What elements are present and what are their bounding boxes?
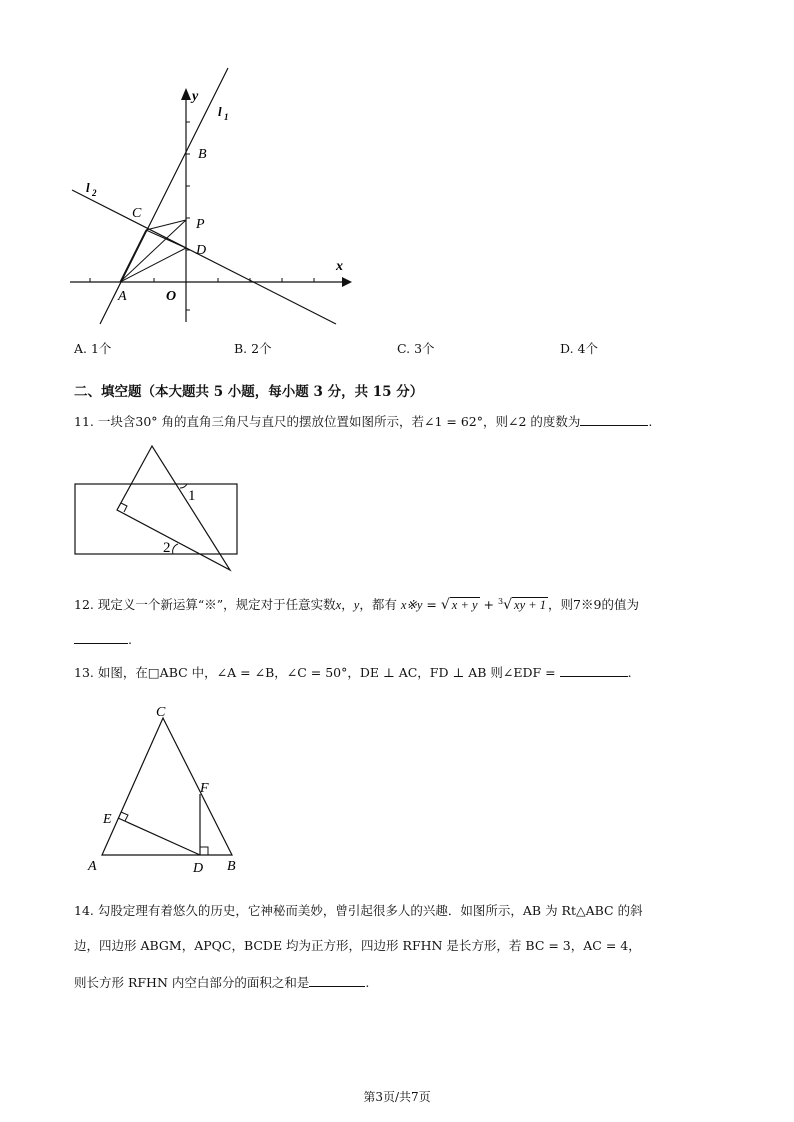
point-F-label: F (200, 781, 209, 796)
answer-blank[interactable] (309, 972, 365, 987)
x-axis-label: x (336, 259, 343, 274)
question-stem-b: ，都有 (359, 597, 397, 613)
sentence-end: . (128, 632, 132, 647)
l1-label: l (218, 104, 222, 119)
sentence-end: . (365, 975, 370, 990)
cube-root-sign: √ (503, 597, 513, 614)
y-axis-arrow (181, 88, 191, 100)
y-axis-label: y (192, 89, 199, 104)
angle-2-label: 2 (163, 540, 171, 556)
option-b[interactable]: B. 2个 (234, 341, 272, 356)
ruler-triangle-figure (70, 440, 250, 575)
option-a[interactable]: A. 1个 (74, 341, 112, 356)
sentence-end: . (627, 665, 632, 680)
sentence-end: . (648, 414, 653, 429)
question-stem: 边，四边形 ABGM，APQC，BCDE 均为正方形，四边形 RFHN 是长方形，若 BC = 3，AC = 4， (74, 938, 641, 953)
l2-subscript: 2 (92, 188, 97, 198)
point-P-label: P (196, 217, 205, 232)
question-12-blank-line (74, 629, 132, 649)
point-D-label: D (193, 861, 204, 876)
plus-sign: + (483, 597, 495, 613)
answer-blank[interactable] (74, 629, 128, 644)
question-number: 11. (74, 414, 94, 429)
formula-lhs: x※y (400, 598, 423, 613)
l1-subscript: 1 (224, 112, 229, 122)
triangle-figure (85, 700, 255, 878)
cube-root-index: 3 (498, 597, 504, 606)
point-E-label: E (103, 812, 112, 827)
question-stem: 一块含30° 角的直角三角尺与直尺的摆放位置如图所示，若∠1 = 62°，则∠2 的度数为 (97, 414, 581, 429)
formula-eq: = (426, 597, 437, 613)
question-11-text (74, 411, 652, 431)
question-stem: 则长方形 RFHN 内空白部分的面积之和是 (74, 975, 310, 990)
point-C-label: C (132, 206, 142, 221)
var-y: y (353, 598, 360, 613)
angle-1-label: 1 (188, 488, 196, 504)
vertex-A-label: A (88, 859, 97, 874)
cube-root-radicand: xy + 1 (514, 598, 547, 613)
question-number: 12. (74, 597, 94, 613)
answer-blank[interactable] (560, 662, 628, 677)
point-A-label: A (118, 289, 127, 304)
sqrt-radicand: x + y (451, 598, 478, 613)
point-B-label: B (198, 147, 207, 162)
set-square (117, 446, 230, 570)
option-d[interactable]: D. 4个 (560, 341, 598, 356)
l2-label: l (86, 180, 90, 195)
question-13-text (74, 662, 632, 682)
question-stem: 如图，在□ABC 中，∠A = ∠B，∠C = 50°，DE ⊥ AC，FD ⊥ AB 则∠EDF = (97, 665, 556, 680)
option-c[interactable]: C. 3个 (397, 341, 435, 356)
point-D-label: D (196, 243, 207, 258)
question-number: 14. (74, 903, 94, 918)
var-x: x (335, 598, 342, 613)
question-stem: 勾股定理有着悠久的历史，它神秘而美妙，曾引起很多人的兴趣．如图所示，AB 为 Rt△ABC 的斜 (97, 903, 643, 918)
origin-label: O (166, 289, 177, 304)
coordinate-figure (60, 60, 360, 335)
x-axis-arrow (342, 277, 352, 287)
page-footer: 第3页/共7页 (363, 1090, 431, 1104)
vertex-B-label: B (227, 859, 236, 874)
question-14-line-2 (74, 937, 641, 955)
question-stem-c: ，则7※9的值为 (548, 597, 639, 613)
section-heading: 二、填空题（本大题共 5 小题，每小题 3 分，共 15 分） (74, 384, 424, 400)
answer-blank[interactable] (580, 411, 648, 426)
sqrt-sign: √ (440, 597, 450, 614)
triangle-abc (102, 718, 232, 855)
question-12-text (74, 593, 639, 614)
question-14-line-1 (74, 902, 643, 920)
comma: ， (341, 597, 354, 613)
segment-ed (118, 818, 200, 855)
line-l1 (100, 68, 228, 324)
vertex-C-label: C (156, 705, 166, 720)
question-stem: 现定义一个新运算“※”，规定对于任意实数 (97, 597, 336, 613)
question-14-line-3 (74, 972, 369, 992)
question-number: 13. (74, 665, 94, 680)
